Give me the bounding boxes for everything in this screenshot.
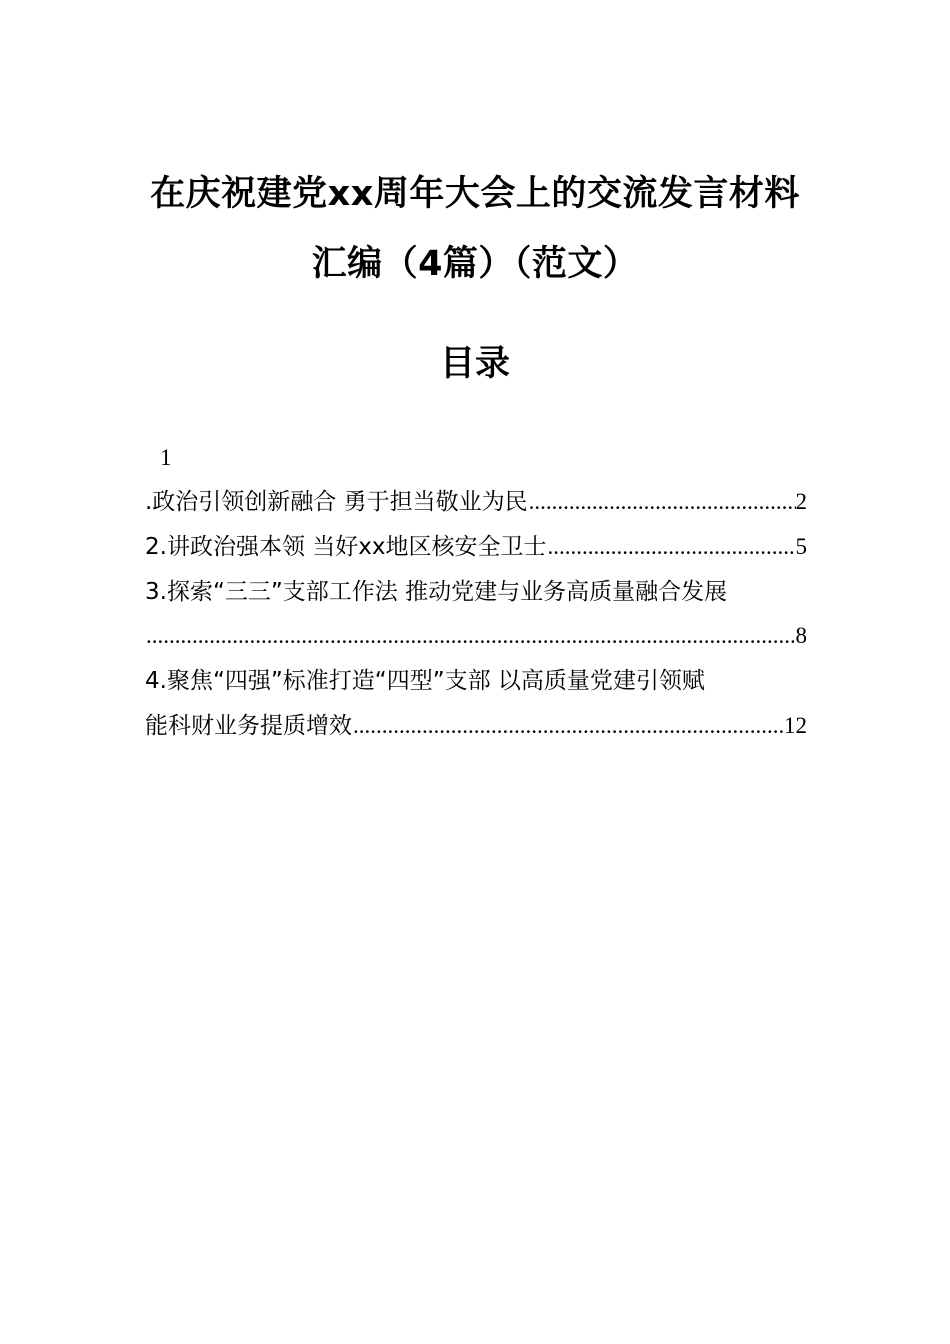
toc-entry-1-number: 1 [160, 445, 172, 470]
document-title-line-1: 在庆祝建党xx周年大会上的交流发言材料 [150, 174, 800, 214]
document-title-line-2: 汇编（4篇）（范文） [311, 244, 639, 284]
toc-entry-2[interactable] [145, 532, 807, 562]
toc-leader-dots [546, 532, 795, 562]
toc-leader-dots [145, 621, 796, 651]
toc-entry-3-leader[interactable] [145, 621, 807, 651]
toc-leader-dots [352, 711, 784, 741]
toc-entry-4[interactable] [145, 711, 807, 741]
toc-heading: 目录 [439, 344, 510, 384]
toc-entry-1[interactable] [145, 487, 807, 517]
toc-entry-4-page: 12 [784, 713, 807, 738]
toc-leader-dots [528, 487, 796, 517]
toc-entry-1-page: 2 [795, 489, 807, 514]
toc-entry-3-label[interactable]: 3.探索“三三”支部工作法 推动党建与业务高质量融合发展 [145, 579, 728, 605]
toc-entry-2-page: 5 [795, 534, 807, 559]
toc-entry-4-label-line-2: 能科财业务提质增效 [145, 713, 352, 739]
toc-entry-1-label: .政治引领创新融合 勇于担当敬业为民 [145, 489, 528, 515]
toc-entry-3-page: 8 [795, 623, 807, 648]
toc-entry-2-label: 2.讲政治强本领 当好xx地区核安全卫士 [145, 534, 547, 560]
toc-entry-4-label-line-1[interactable]: 4.聚焦“四强”标准打造“四型”支部 以高质量党建引领赋 [145, 668, 705, 694]
